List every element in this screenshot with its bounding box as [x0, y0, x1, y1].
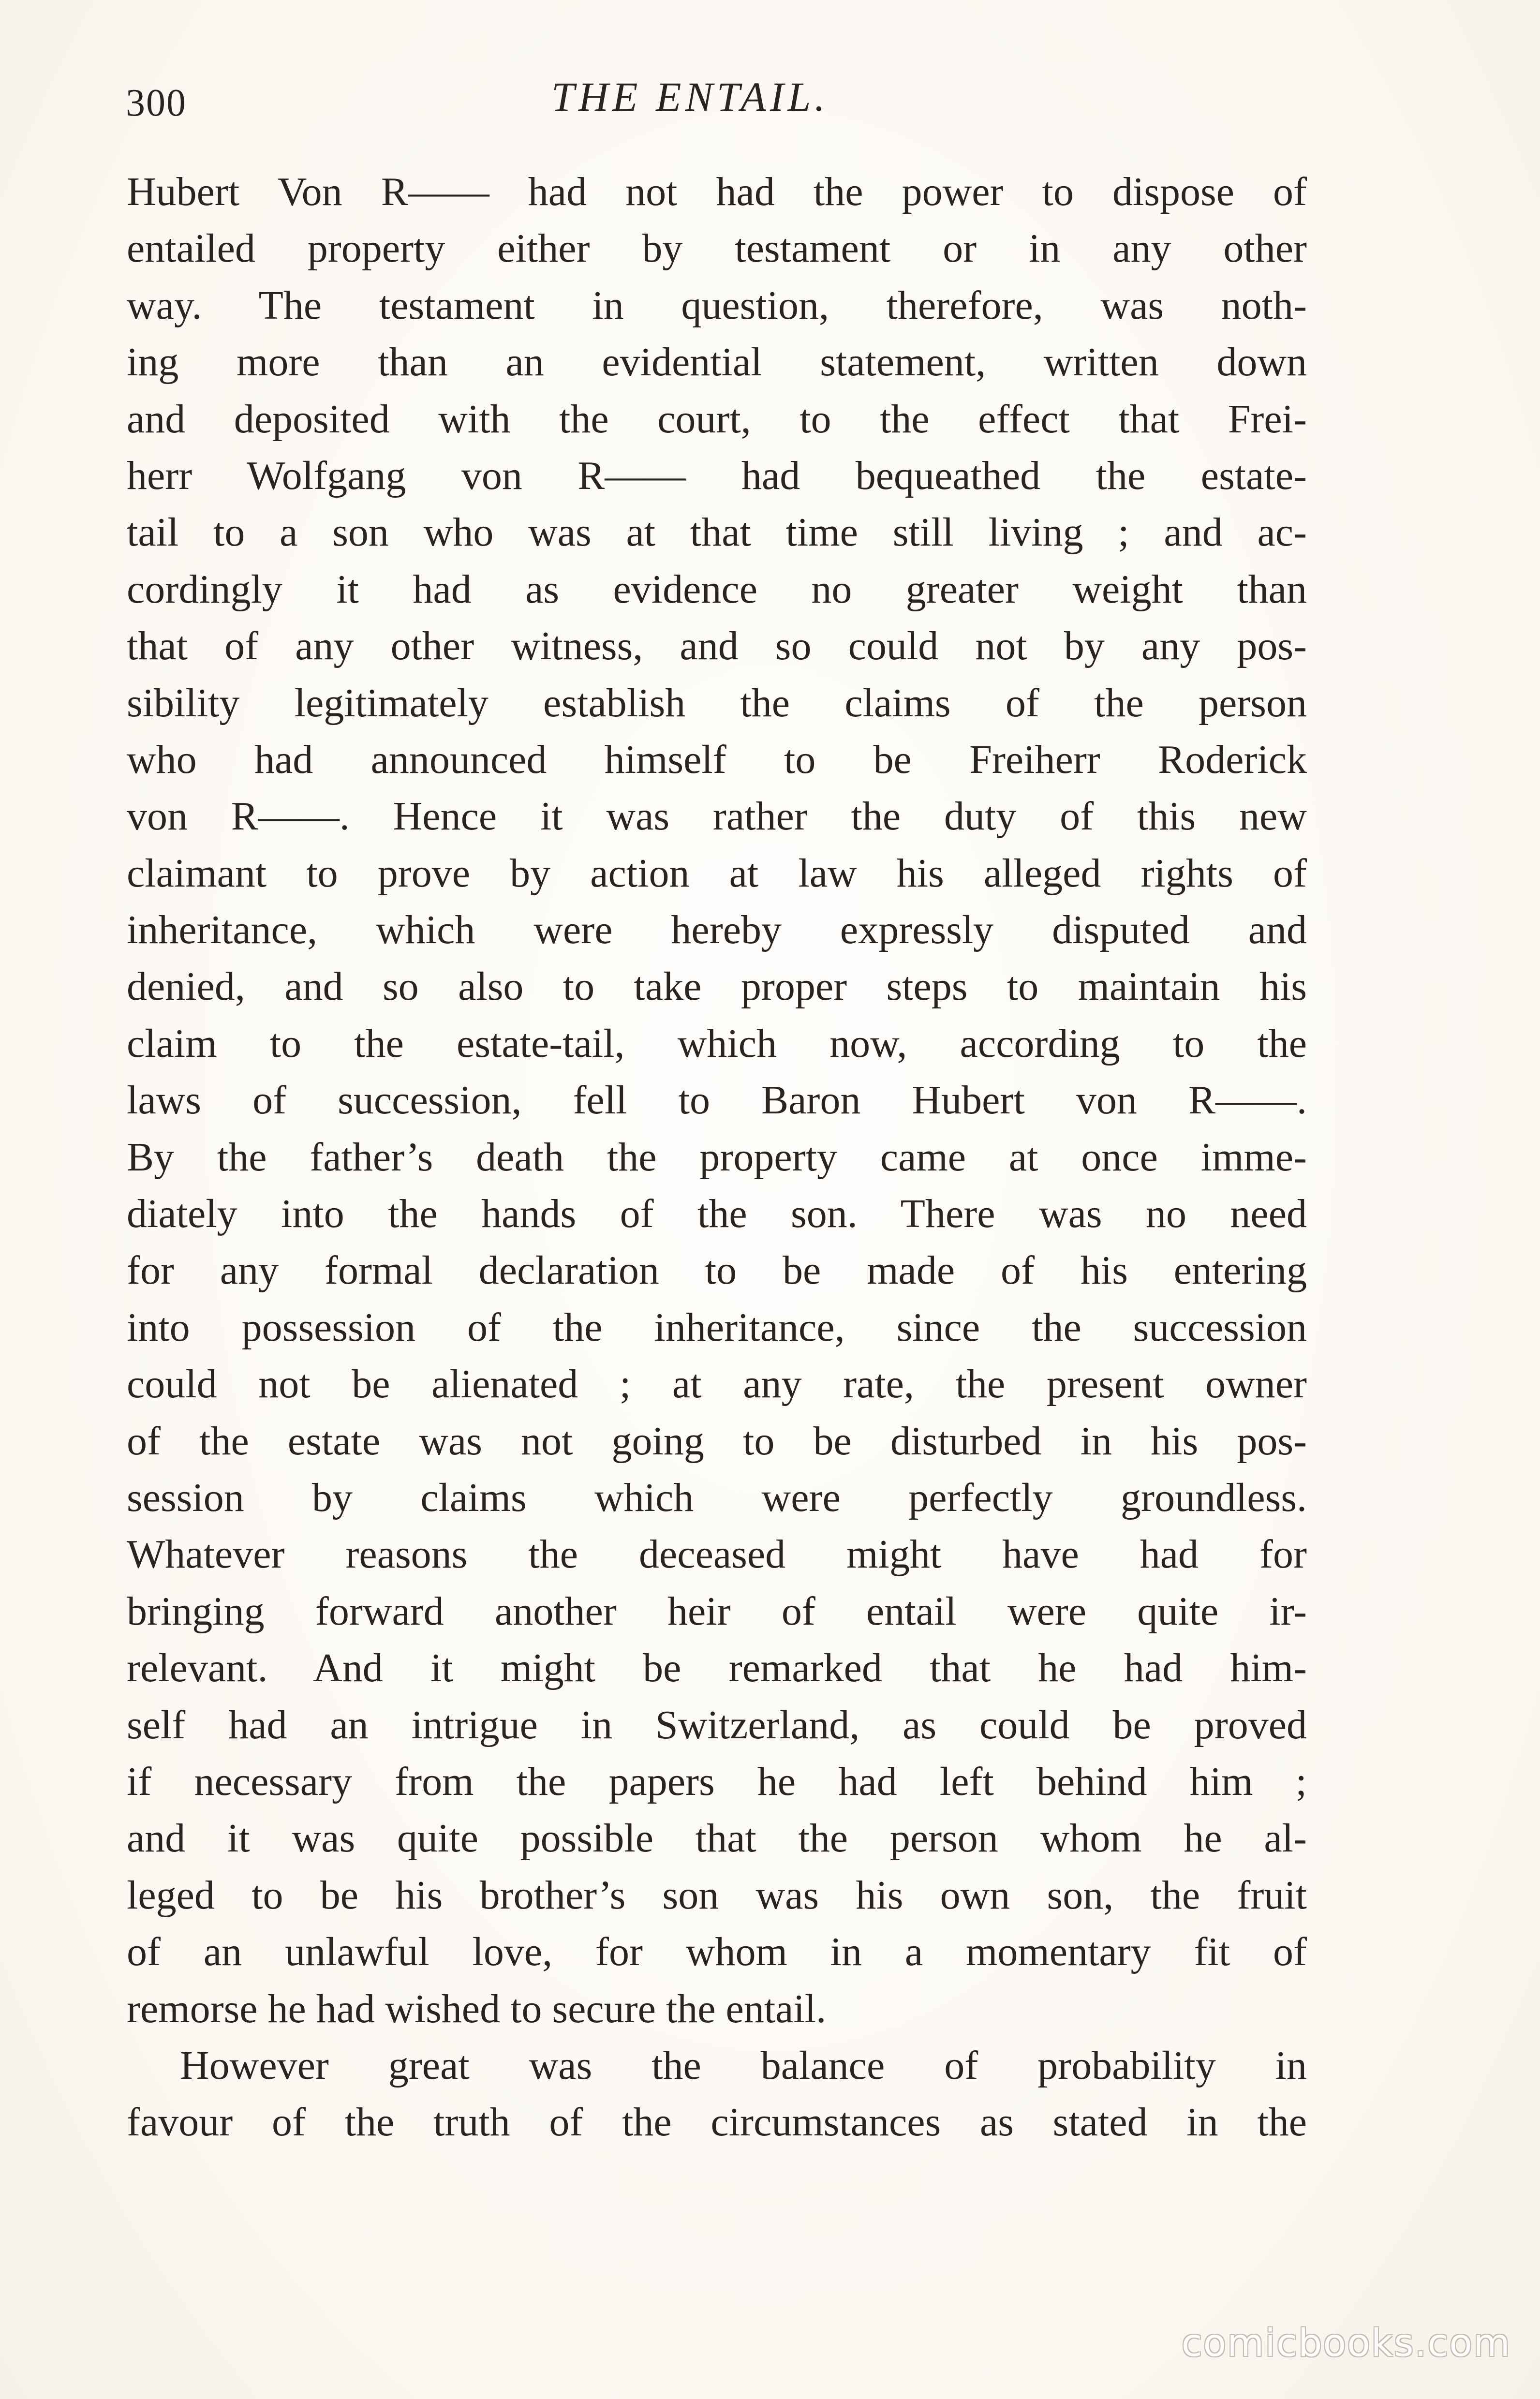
text-line: denied, and so also to take proper steps to maintain his	[127, 964, 1307, 1009]
running-head	[126, 73, 1311, 126]
watermark: comicbooks.com	[1181, 2322, 1511, 2365]
text-line: favour of the truth of the circumstances as stated in the	[127, 2100, 1307, 2145]
text-line: and deposited with the court, to the effect that Frei-	[127, 396, 1307, 442]
text-line: cordingly it had as evidence no greater weight than	[127, 566, 1307, 612]
running-title: THE ENTAIL.	[551, 74, 829, 120]
text-line: could not be alienated ; at any rate, the present owner	[127, 1362, 1307, 1407]
text-line: of an unlawful love, for whom in a momentary fit of	[127, 1929, 1307, 1975]
text-line: self had an intrigue in Switzerland, as could be proved	[127, 1702, 1307, 1747]
text-line: tail to a son who was at that time still living ; and ac-	[127, 510, 1307, 555]
text-line: that of any other witness, and so could not by any pos-	[127, 623, 1307, 669]
text-line: bringing forward another heir of entail were quite ir-	[127, 1588, 1307, 1634]
text-line: claim to the estate-tail, which now, according to the	[127, 1021, 1307, 1066]
text-line: way. The testament in question, therefore, was noth-	[127, 282, 1307, 328]
paragraph-end-line: remorse he had wished to secure the entail.	[127, 1986, 827, 2031]
text-line: ing more than an evidential statement, written down	[127, 340, 1307, 385]
text-line: of the estate was not going to be disturbed in his pos-	[127, 1418, 1307, 1464]
text-line: inheritance, which were hereby expressly disputed and	[127, 907, 1307, 953]
text-line: entailed property either by testament or in any other	[127, 226, 1307, 271]
text-line: for any formal declaration to be made of his entering	[127, 1248, 1307, 1293]
text-line: who had announced himself to be Freiherr Roderick	[127, 737, 1307, 782]
text-line: and it was quite possible that the person whom he al-	[127, 1816, 1307, 1861]
text-line: relevant. And it might be remarked that he had him-	[127, 1645, 1307, 1691]
paragraph-start-line: However great was the balance of probability in	[180, 2043, 1307, 2088]
text-line: if necessary from the papers he had left behind him ;	[127, 1759, 1307, 1804]
text-line: sibility legitimately establish the claims of the person	[127, 680, 1307, 726]
text-line: By the father’s death the property came at once imme-	[127, 1134, 1307, 1180]
text-line: Whatever reasons the deceased might have had for	[127, 1532, 1307, 1577]
text-line: into possession of the inheritance, since the succession	[127, 1304, 1307, 1350]
text-line: diately into the hands of the son. There was no need	[127, 1191, 1307, 1237]
page-number: 300	[126, 82, 187, 124]
text-line: session by claims which were perfectly groundless.	[127, 1475, 1307, 1520]
body-text	[127, 163, 1307, 2151]
text-line: claimant to prove by action at law his alleged rights of	[127, 850, 1307, 896]
text-line: herr Wolfgang von R—— had bequeathed the estate-	[127, 453, 1307, 498]
text-line: Hubert Von R—— had not had the power to dispose of	[127, 169, 1307, 214]
text-line: laws of succession, fell to Baron Hubert von R——.	[127, 1078, 1307, 1123]
text-line: von R——. Hence it was rather the duty of this new	[127, 794, 1307, 839]
text-line: leged to be his brother’s son was his own son, the fruit	[127, 1872, 1307, 1918]
